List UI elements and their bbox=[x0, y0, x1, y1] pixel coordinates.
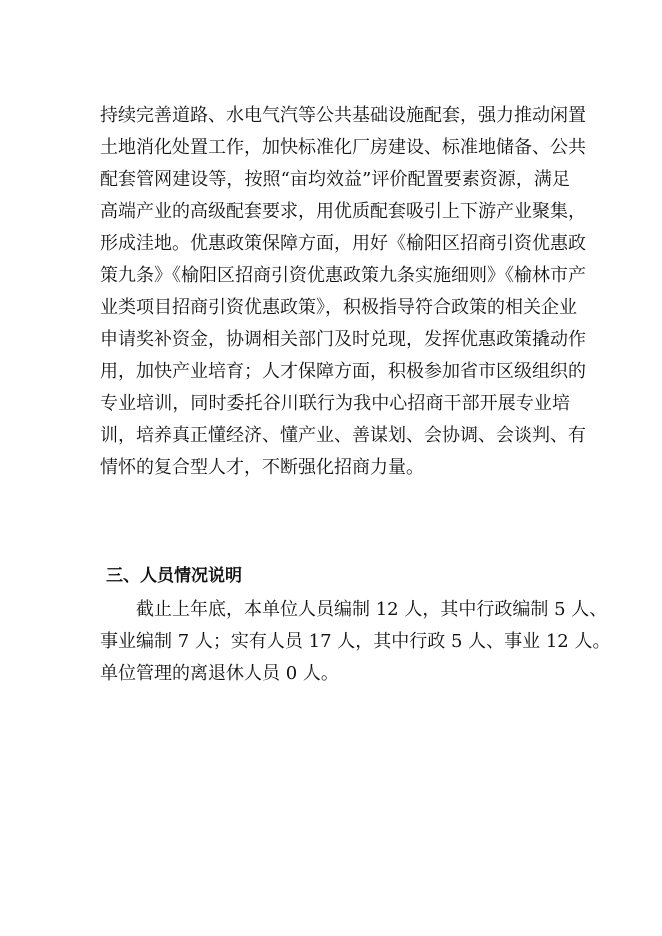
text-line: 申请奖补资金，协调相关部门及时兑现，发挥优惠政策撬动作 bbox=[100, 329, 586, 350]
text-line: 单位管理的离退休人员 0 人。 bbox=[100, 663, 339, 684]
body-paragraph-infrastructure-policy bbox=[100, 100, 586, 484]
text-line: 专业培训，同时委托谷川联行为我中心招商干部开展专业培 bbox=[100, 393, 570, 414]
text-line: 截止上年底，本单位人员编制 12 人，其中行政编制 5 人、 bbox=[136, 599, 608, 620]
body-paragraph-staffing bbox=[100, 594, 611, 690]
text-line: 事业编制 7 人；实有人员 17 人，其中行政 5 人、事业 12 人。 bbox=[100, 631, 611, 652]
section-heading-staffing: 三、人员情况说明 bbox=[106, 566, 242, 586]
text-line: 配套管网建设等，按照“亩均效益”评价配置要素资源，满足 bbox=[100, 169, 570, 190]
text-line: 持续完善道路、水电气汽等公共基础设施配套，强力推动闲置 bbox=[100, 105, 586, 126]
text-line: 土地消化处置工作，加快标准化厂房建设、标准地储备、公共 bbox=[100, 137, 586, 158]
text-line: 形成洼地。优惠政策保障方面，用好《榆阳区招商引资优惠政 bbox=[100, 233, 586, 254]
text-line: 用，加快产业培育；人才保障方面，积极参加省市区级组织的 bbox=[100, 361, 586, 382]
text-line: 高端产业的高级配套要求，用优质配套吸引上下游产业聚集， bbox=[100, 201, 586, 222]
text-line: 业类项目招商引资优惠政策》，积极指导符合政策的相关企业 bbox=[100, 297, 577, 318]
text-line: 训，培养真正懂经济、懂产业、善谋划、会协调、会谈判、有 bbox=[100, 425, 586, 446]
text-line: 策九条》《榆阳区招商引资优惠政策九条实施细则》《榆林市产 bbox=[100, 265, 586, 286]
text-line: 情怀的复合型人才，不断强化招商力量。 bbox=[100, 457, 424, 478]
